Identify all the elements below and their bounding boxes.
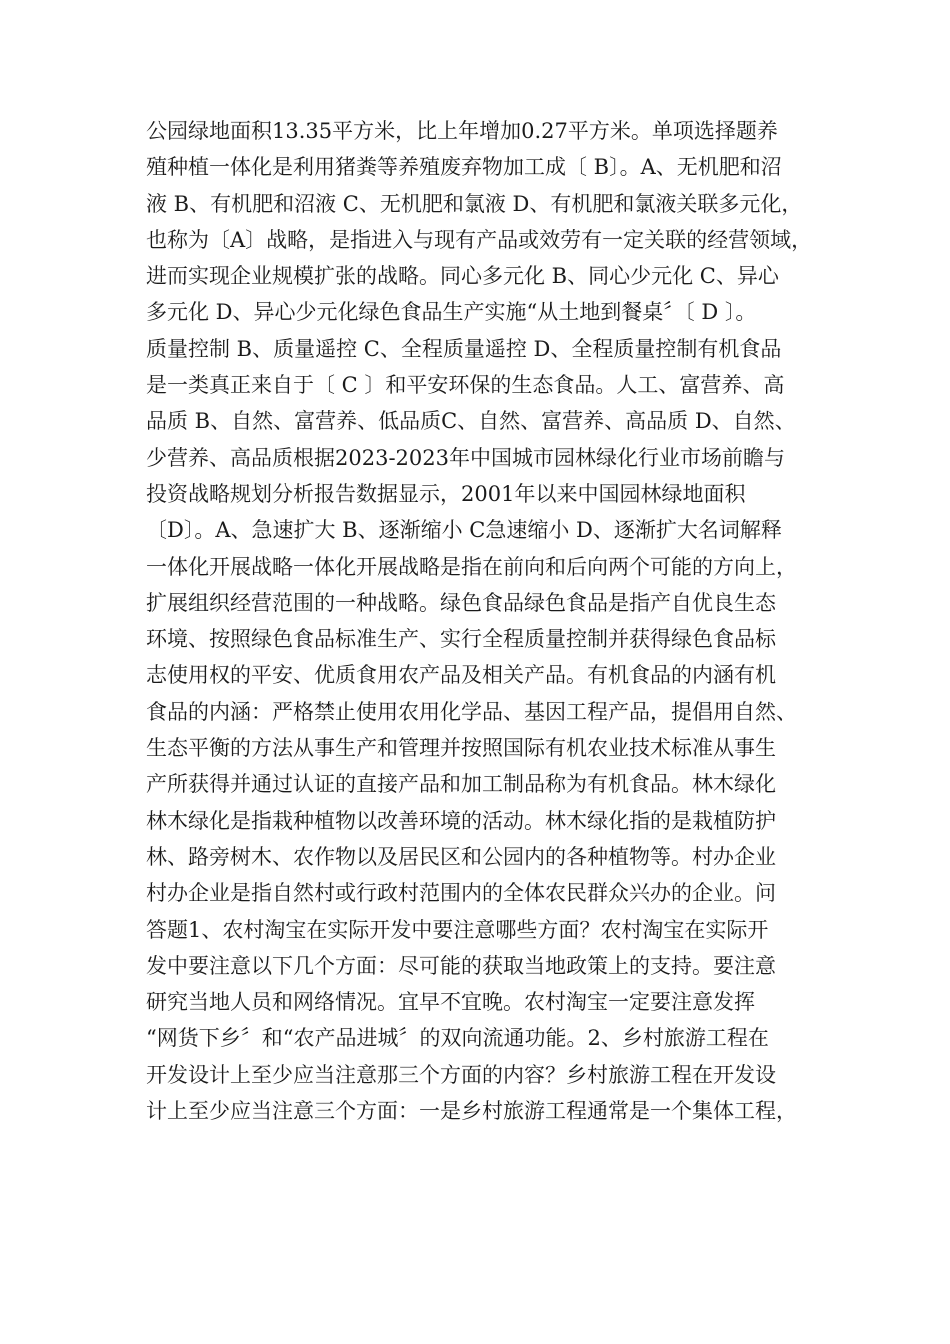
text-line: 少营养、高品质根据2023-2023年中国城市园林绿化行业市场前瞻与: [146, 445, 785, 470]
text-line: 进而实现企业规模扩张的战略。同心多元化 B、同心少元化 C、异心: [146, 264, 779, 289]
text-line: 研究当地人员和网络情况。宜早不宜晚。农村淘宝一定要注意发挥: [146, 990, 755, 1015]
text-line: 计上至少应当注意三个方面：一是乡村旅游工程通常是一个集体工程，: [146, 1099, 797, 1124]
body-text: [146, 113, 826, 1129]
text-line: 一体化开展战略一体化开展战略是指在前向和后向两个可能的方向上，: [146, 554, 797, 579]
text-line: 答题1、农村淘宝在实际开发中要注意哪些方面？农村淘宝在实际开: [146, 917, 769, 942]
text-line: 多元化 D、异心少元化绿色食品生产实施“从土地到餐桌〞〔 D 〕。: [146, 300, 757, 325]
text-line: 投资战略规划分析报告数据显示，2001年以来中国园林绿地面积: [146, 481, 746, 506]
text-line: 食品的内涵：严格禁止使用农用化学品、基因工程产品，提倡用自然、: [146, 699, 797, 724]
text-line: 是一类真正来自于〔 C 〕和平安环保的生态食品。人工、富营养、高: [146, 373, 785, 398]
text-line: 产所获得并通过认证的直接产品和加工制品称为有机食品。林木绿化: [146, 772, 776, 797]
text-line: 志使用权的平安、优质食用农产品及相关产品。有机食品的内涵有机: [146, 663, 776, 688]
text-line: 液 B、有机肥和沼液 C、无机肥和氯液 D、有机肥和氯液关联多元化，: [146, 191, 803, 216]
text-line: 环境、按照绿色食品标准生产、实行全程质量控制并获得绿色食品标: [146, 627, 776, 652]
text-line: 林木绿化是指栽种植物以改善环境的活动。林木绿化指的是栽植防护: [146, 808, 776, 833]
text-line: 也称为〔A〕战略，是指进入与现有产品或效劳有一定关联的经营领域，: [146, 227, 813, 252]
text-line: 发中要注意以下几个方面：尽可能的获取当地政策上的支持。要注意: [146, 953, 776, 978]
text-line: 质量控制 B、质量遥控 C、全程质量遥控 D、全程质量控制有机食品: [146, 336, 782, 361]
text-line: 品质 B、自然、富营养、低品质C、自然、富营养、高品质 D、自然、: [146, 409, 796, 434]
text-line: 殖种植一体化是利用猪粪等养殖废弃物加工成〔 B〕。A、无机肥和沼: [146, 155, 782, 180]
text-line: “网货下乡〞和“农产品进城〞的双向流通功能。2、乡村旅游工程在: [146, 1026, 769, 1051]
text-line: 扩展组织经营范围的一种战略。绿色食品绿色食品是指产自优良生态: [146, 590, 776, 615]
text-line: 生态平衡的方法从事生产和管理并按照国际有机农业技术标准从事生: [146, 736, 776, 761]
text-line: 林、路旁树木、农作物以及居民区和公园内的各种植物等。村办企业: [146, 844, 776, 869]
text-line: 开发设计上至少应当注意那三个方面的内容？乡村旅游工程在开发设: [146, 1062, 776, 1087]
text-line: 村办企业是指自然村或行政村范围内的全体农民群众兴办的企业。问: [146, 881, 776, 906]
text-line: 公园绿地面积13.35平方米，比上年增加0.27平方米。单项选择题养: [146, 119, 778, 143]
text-line: 〔D〕。A、急速扩大 B、逐渐缩小 C急速缩小 D、逐渐扩大名词解释: [146, 518, 782, 543]
